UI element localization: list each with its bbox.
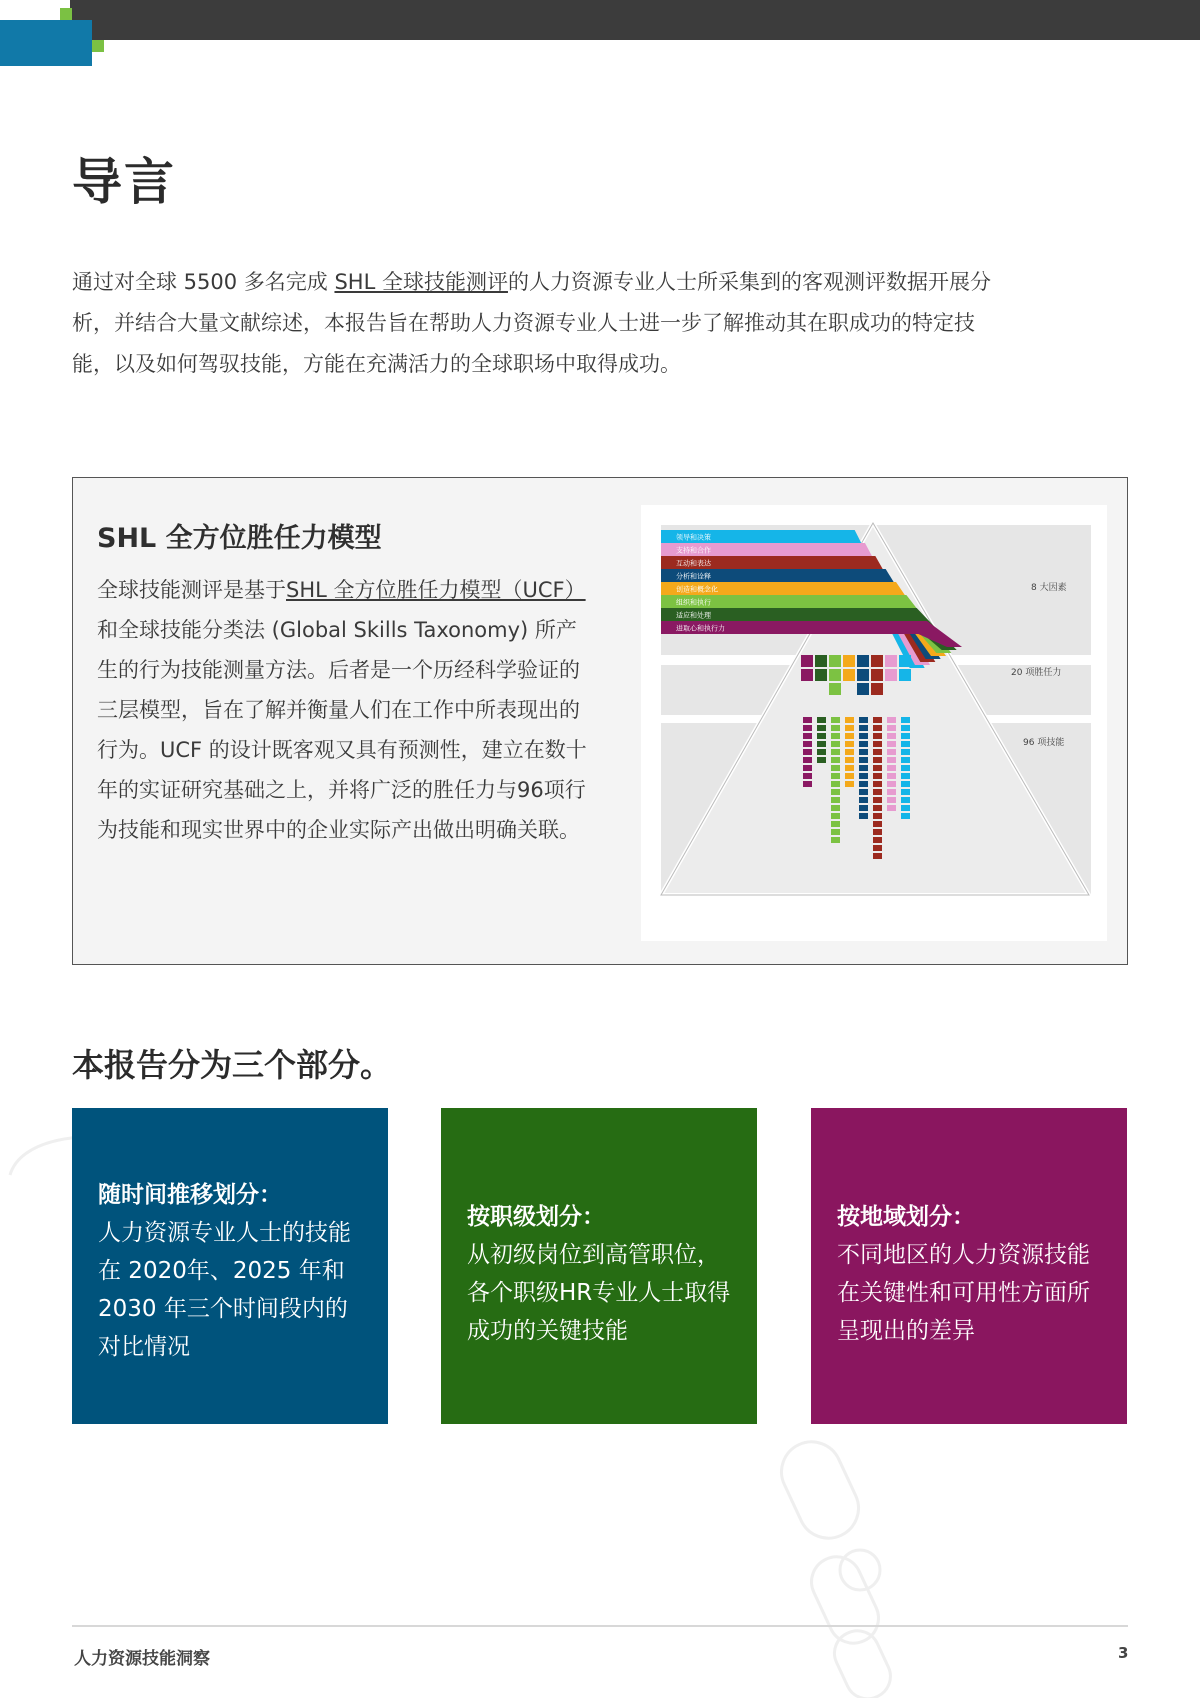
intro-text-start: 通过对全球 5500 多名完成 — [72, 270, 335, 294]
skill-square — [831, 837, 840, 843]
skill-square — [901, 717, 910, 723]
brand-accent-blue — [0, 20, 92, 66]
brand-accent-green-small — [92, 40, 104, 52]
skill-square — [859, 725, 868, 731]
skill-square — [859, 797, 868, 803]
skill-square — [831, 773, 840, 779]
skill-square — [817, 749, 826, 755]
skill-square — [873, 757, 882, 763]
page-number: 3 — [1118, 1644, 1129, 1662]
skill-square — [873, 829, 882, 835]
skill-square — [901, 813, 910, 819]
skill-square — [901, 733, 910, 739]
card-by-level — [441, 1108, 757, 1424]
card-text: 不同地区的人力资源技能在关键性和可用性方面所呈现出的差异 — [837, 1242, 1090, 1344]
factor-label: 组织和执行 — [676, 598, 711, 607]
skill-square — [901, 725, 910, 731]
factor-label: 互动和表达 — [676, 559, 711, 568]
skill-square — [845, 717, 854, 723]
skill-square — [873, 781, 882, 787]
competency-square — [871, 669, 883, 681]
competency-square — [843, 655, 855, 667]
skill-square — [873, 773, 882, 779]
model-box-title: SHL 全方位胜任力模型 — [97, 523, 382, 554]
competency-square — [857, 655, 869, 667]
skill-square — [831, 725, 840, 731]
skill-square — [859, 805, 868, 811]
skill-square — [901, 805, 910, 811]
competency-square — [843, 669, 855, 681]
skill-square — [873, 741, 882, 747]
card-title: 随时间推移划分： — [98, 1182, 282, 1208]
competency-square — [815, 669, 827, 681]
skill-square — [859, 733, 868, 739]
section-heading: 本报告分为三个部分。 — [72, 1046, 393, 1084]
top-bar — [70, 0, 1200, 40]
skill-square — [859, 741, 868, 747]
skill-square — [901, 757, 910, 763]
competency-square — [829, 669, 841, 681]
skill-square — [803, 749, 812, 755]
skill-square — [887, 773, 896, 779]
skill-square — [873, 717, 882, 723]
competency-square — [801, 669, 813, 681]
skill-square — [901, 765, 910, 771]
skill-square — [831, 821, 840, 827]
competency-square — [829, 655, 841, 667]
skill-square — [887, 733, 896, 739]
factor-label: 适应和处理 — [676, 611, 711, 620]
skill-square — [873, 805, 882, 811]
skill-square — [831, 757, 840, 763]
skill-square — [873, 845, 882, 851]
skill-square — [831, 733, 840, 739]
skill-square — [887, 749, 896, 755]
skill-square — [803, 781, 812, 787]
skill-square — [831, 805, 840, 811]
skill-square — [845, 781, 854, 787]
model-box-text — [97, 570, 587, 850]
competency-square — [857, 683, 869, 695]
skill-square — [887, 765, 896, 771]
skill-square — [873, 733, 882, 739]
card-title: 按职级划分： — [467, 1204, 605, 1230]
tier-label-competencies: 20 项胜任力 — [1011, 668, 1062, 678]
skill-square — [845, 773, 854, 779]
intro-text-end: 的人力资源专业人士所采集到的客观测评数据开展分析，并结合大量文献综述，本报告旨在帮助人力资源专业人士进一步了解推动其在职成功的特定技能，以及如何驾驭技能，方能在充满活力的全球职场中取得成功。 — [72, 270, 991, 376]
competency-square — [857, 669, 869, 681]
skill-square — [859, 757, 868, 763]
skill-square — [803, 757, 812, 763]
factor-label: 创造和概念化 — [676, 585, 718, 594]
model-text-end: 和全球技能分类法 (Global Skills Taxonomy) 所产生的行为技能测量方法。后者是一个历经科学验证的三层模型，旨在了解并衡量人们在工作中所表现出的行为。UCF 的设计既客观又具有预测性，建立在数十年的实证研究基础之上，并将广泛的胜任力与96项行为技能和现实世界中的企业实际产出做出明确关联。 — [97, 618, 587, 842]
competency-square — [829, 683, 841, 695]
skill-square — [873, 725, 882, 731]
skill-square — [803, 733, 812, 739]
tier-label-skills: 96 项技能 — [1023, 738, 1065, 748]
skill-square — [873, 853, 882, 859]
competency-square — [871, 655, 883, 667]
factor-label: 领导和决策 — [676, 533, 711, 542]
skill-square — [845, 749, 854, 755]
skill-square — [817, 733, 826, 739]
skill-square — [845, 757, 854, 763]
card-by-region — [811, 1108, 1127, 1424]
skill-square — [887, 741, 896, 747]
skill-square — [873, 789, 882, 795]
skill-square — [859, 813, 868, 819]
skill-square — [859, 749, 868, 755]
skill-square — [873, 813, 882, 819]
skill-square — [831, 797, 840, 803]
model-text-start: 全球技能测评是基于 — [97, 578, 286, 602]
footer-title: 人力资源技能洞察 — [74, 1649, 210, 1669]
skill-square — [859, 781, 868, 787]
brand-accent-green — [60, 8, 72, 20]
ucf-pyramid-figure — [641, 505, 1107, 941]
skill-square — [845, 765, 854, 771]
skill-square — [831, 741, 840, 747]
competency-square — [801, 655, 813, 667]
assessment-link[interactable]: SHL 全球技能测评 — [334, 270, 508, 294]
skill-square — [845, 725, 854, 731]
card-title: 按地域划分： — [837, 1204, 975, 1230]
competency-square — [899, 655, 911, 667]
skill-square — [831, 813, 840, 819]
skill-square — [887, 797, 896, 803]
skill-square — [803, 773, 812, 779]
skill-square — [831, 829, 840, 835]
competency-square — [871, 683, 883, 695]
skill-square — [873, 797, 882, 803]
ucf-model-box — [72, 477, 1128, 965]
skill-square — [887, 725, 896, 731]
skill-square — [887, 781, 896, 787]
skill-square — [845, 733, 854, 739]
competency-square — [815, 655, 827, 667]
factor-label: 进取心和执行力 — [676, 624, 725, 633]
skill-square — [831, 765, 840, 771]
pyramid-svg — [641, 505, 1107, 941]
factor-label: 支持和合作 — [676, 546, 711, 555]
skill-square — [901, 781, 910, 787]
tier-label-factors: 8 大因素 — [1031, 583, 1067, 593]
skill-square — [831, 789, 840, 795]
intro-paragraph — [72, 262, 992, 385]
skill-square — [873, 749, 882, 755]
skill-square — [803, 717, 812, 723]
skill-square — [873, 821, 882, 827]
card-by-time — [72, 1108, 388, 1424]
skill-square — [901, 789, 910, 795]
skill-square — [901, 797, 910, 803]
skill-square — [901, 741, 910, 747]
skill-square — [859, 717, 868, 723]
card-text: 从初级岗位到高管职位，各个职级HR专业人士取得成功的关键技能 — [467, 1242, 731, 1344]
skill-square — [817, 741, 826, 747]
competency-square — [885, 655, 897, 667]
skill-square — [817, 725, 826, 731]
footer-divider — [72, 1625, 1128, 1627]
skill-square — [817, 717, 826, 723]
skill-square — [859, 773, 868, 779]
factor-label: 分析和诠释 — [676, 572, 711, 581]
competency-square — [899, 669, 911, 681]
skill-square — [887, 717, 896, 723]
skill-square — [803, 765, 812, 771]
skill-square — [803, 741, 812, 747]
skill-square — [887, 757, 896, 763]
skill-square — [817, 757, 826, 763]
competency-square — [885, 669, 897, 681]
card-text: 人力资源专业人士的技能在 2020年、2025 年和 2030 年三个时间段内的对比情况 — [98, 1220, 351, 1360]
skill-square — [831, 781, 840, 787]
skill-square — [873, 837, 882, 843]
skill-square — [831, 749, 840, 755]
skill-square — [831, 717, 840, 723]
page-title: 导言 — [72, 153, 176, 211]
skill-square — [845, 741, 854, 747]
skill-square — [887, 789, 896, 795]
skill-square — [901, 749, 910, 755]
skill-square — [887, 805, 896, 811]
skill-square — [803, 725, 812, 731]
skill-square — [859, 789, 868, 795]
skill-square — [873, 765, 882, 771]
skill-square — [901, 773, 910, 779]
ucf-link[interactable]: SHL 全方位胜任力模型（UCF） — [286, 578, 586, 602]
skill-square — [859, 765, 868, 771]
